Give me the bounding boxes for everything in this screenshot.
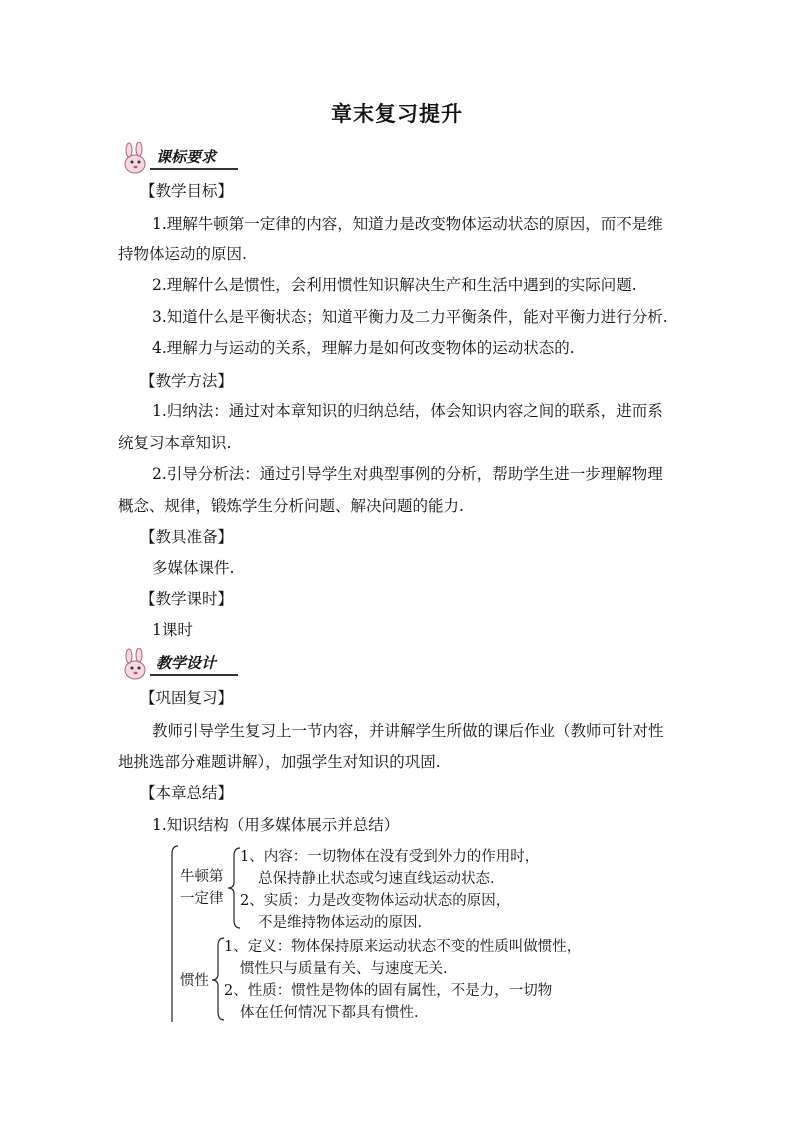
newton-content-line-1: 1、内容：一切物体在没有受到外力的作用时， <box>240 849 540 865</box>
tools-text: 多媒体课件. <box>152 559 235 577</box>
newton-essence-line-1: 2、实质：力是改变物体运动状态的原因， <box>240 893 511 909</box>
goal-item-4: 4.理解力与运动的关系，理解力是如何改变物体的运动状态的. <box>152 339 575 357</box>
page-title: 章末复习提升 <box>331 101 463 126</box>
method-item-1-line-1: 1.归纳法：通过对本章知识的归纳总结，体会知识内容之间的联系，进而系 <box>152 402 663 420</box>
hours-header: 【教学课时】 <box>140 590 234 608</box>
inertia-label: 惯性 <box>180 973 209 989</box>
newton-essence-line-2: 不是维持物体运动的原因. <box>258 915 423 931</box>
goal-item-2: 2.理解什么是惯性，会利用惯性知识解决生产和生活中遇到的实际问题. <box>152 276 637 294</box>
hours-text: 1课时 <box>152 621 193 639</box>
section-title-design: 教学设计 <box>156 654 217 672</box>
inertia-definition-line-1: 1、定义：物体保持原来运动状态不变的性质叫做惯性， <box>224 939 582 955</box>
inertia-property-line-1: 2、性质：惯性是物体的固有属性，不是力，一切物 <box>224 983 553 999</box>
method-item-1-line-2: 统复习本章知识. <box>118 434 232 452</box>
tools-header: 【教具准备】 <box>140 528 234 546</box>
goals-header: 【教学目标】 <box>140 182 234 200</box>
mascot-icon <box>118 648 152 682</box>
review-line-1: 教师引导学生复习上一节内容，并讲解学生所做的课后作业（教师可针对性 <box>152 722 664 740</box>
newton-law-label-line-2: 一定律 <box>180 891 224 907</box>
inertia-definition-line-2: 惯性只与质量有关、与速度无关. <box>240 961 448 977</box>
goal-item-1-line-2: 持物体运动的原因. <box>118 245 247 263</box>
goal-item-1-line-1: 1.理解牛顿第一定律的内容，知道力是改变物体运动状态的原因，而不是维 <box>152 215 663 233</box>
goal-item-3: 3.知道什么是平衡状态；知道平衡力及二力平衡条件，能对平衡力进行分析. <box>152 308 668 326</box>
method-item-2-line-2: 概念、规律，锻炼学生分析问题、解决问题的能力. <box>118 497 464 515</box>
review-line-2: 地挑选部分难题讲解），加强学生对知识的巩固. <box>118 753 441 771</box>
methods-header: 【教学方法】 <box>140 372 234 390</box>
newton-content-line-2: 总保持静止状态或匀速直线运动状态. <box>258 871 495 887</box>
knowledge-structure-diagram <box>168 842 608 1027</box>
inertia-property-line-2: 体在任何情况下都具有惯性. <box>240 1005 419 1021</box>
mascot-icon <box>118 142 152 176</box>
section-underline <box>150 674 238 676</box>
newton-law-label-line-1: 牛顿第 <box>180 869 224 885</box>
summary-item-1: 1.知识结构（用多媒体展示并总结） <box>152 816 400 834</box>
section-banner-design <box>118 648 238 682</box>
section-underline <box>150 168 238 170</box>
summary-header: 【本章总结】 <box>140 784 234 802</box>
method-item-2-line-1: 2.引导分析法：通过引导学生对典型事例的分析，帮助学生进一步理解物理 <box>152 465 663 483</box>
review-header: 【巩固复习】 <box>140 689 234 707</box>
section-banner-curriculum <box>118 142 238 176</box>
section-title-curriculum: 课标要求 <box>156 148 217 166</box>
